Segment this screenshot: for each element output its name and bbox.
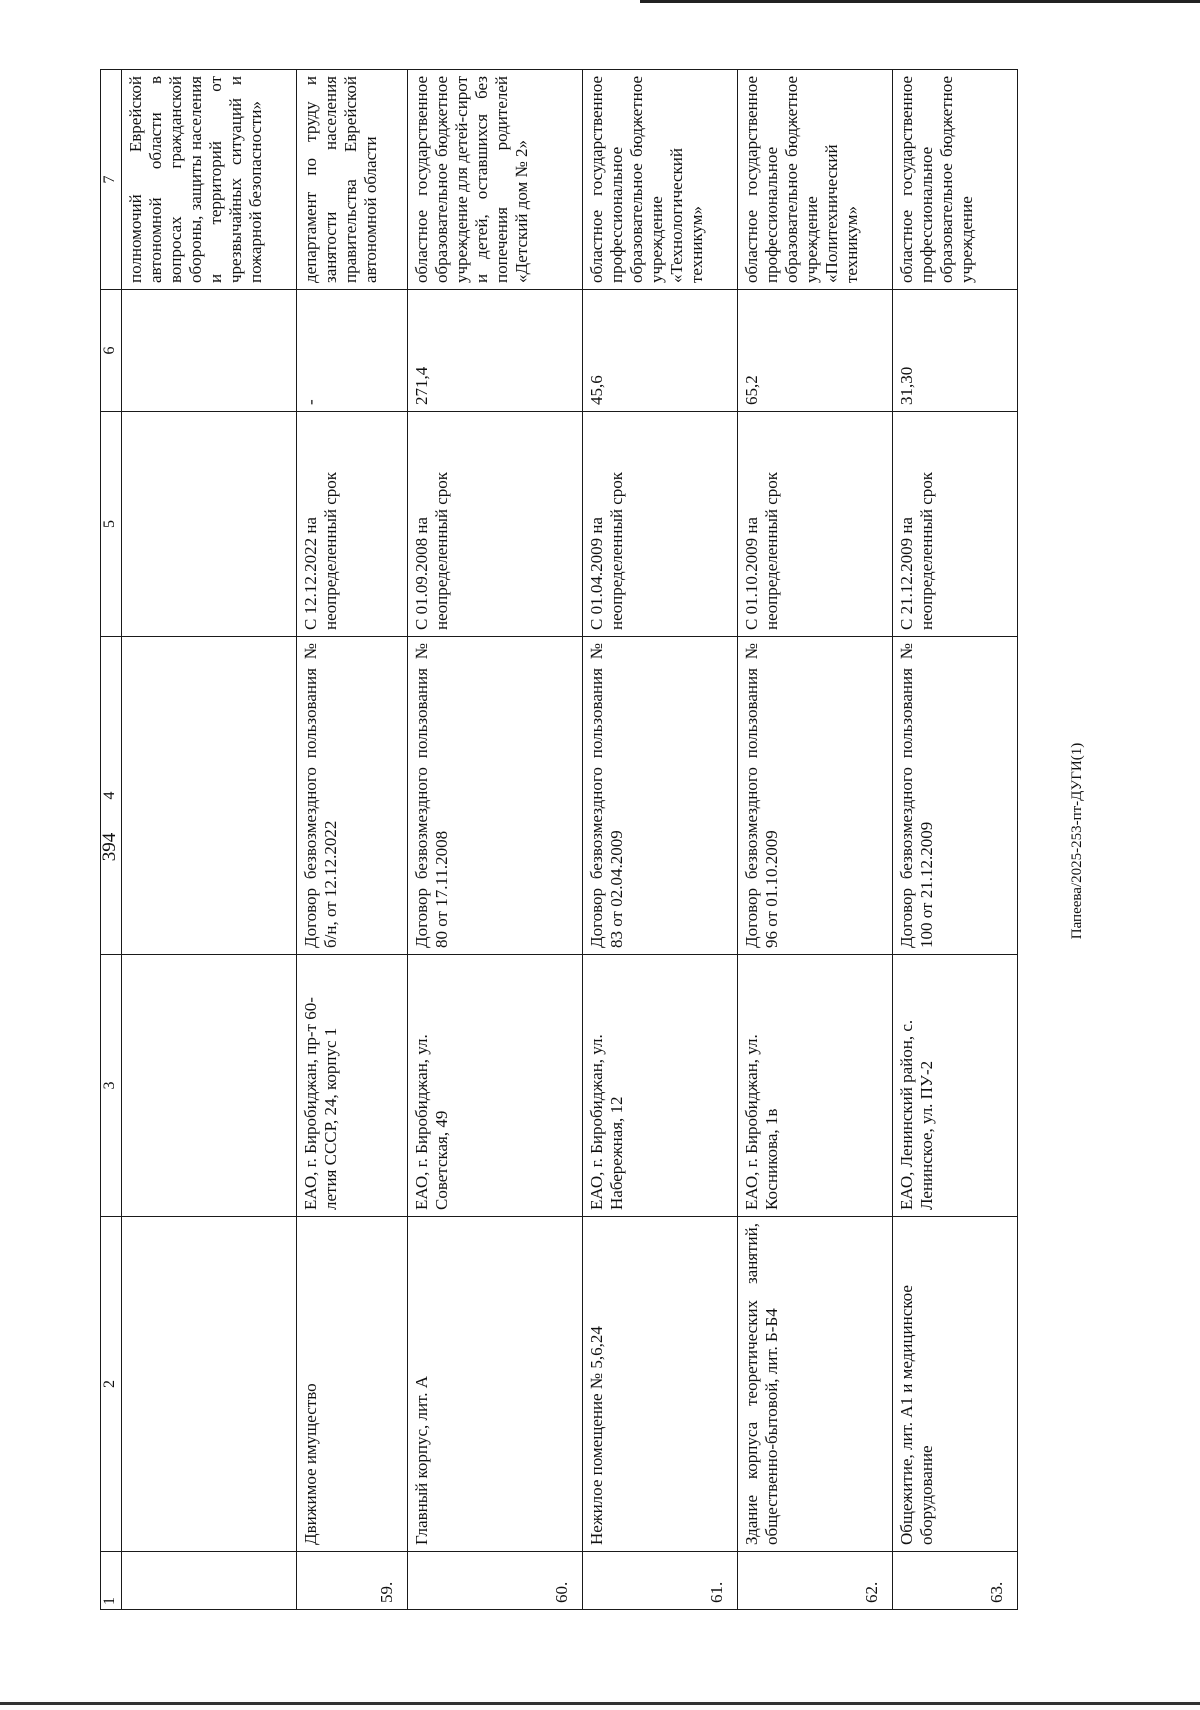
term: [122, 412, 297, 637]
term: С 01.04.2009 на неопределенный срок: [583, 412, 738, 637]
object-address: ЕАО, г. Биробиджан, ул. Косникова, 1в: [738, 955, 893, 1217]
column-number: 2: [101, 1217, 122, 1552]
basis-document: Договор безвозмездного пользования № 96 от 01.10.2009: [738, 637, 893, 955]
row-number: 59.: [297, 1552, 408, 1610]
holder: полномочий Еврейской автономной области в вопросах гражданской обороны, защиты населения и территорий от чрезвычайных ситуаций и пожарной безопасности»: [122, 70, 297, 290]
object-address: ЕАО, г. Биробиджан, ул. Советская, 49: [408, 955, 583, 1217]
table-row: [297, 70, 408, 1610]
object-name: Движимое имущество: [297, 1217, 408, 1552]
row-number: 62.: [738, 1552, 893, 1610]
basis-document: Договор безвозмездного пользования № 83 от 02.04.2009: [583, 637, 738, 955]
object-address: ЕАО, Ленинский район, с. Ленинское, ул. ПУ-2: [893, 955, 1018, 1217]
page-number: 394: [99, 832, 120, 862]
basis-document: Договор безвозмездного пользования № б/н, от 12.12.2022: [297, 637, 408, 955]
scan-edge-top: [640, 0, 1200, 3]
row-number: 63.: [893, 1552, 1018, 1610]
object-name: Здание корпуса теоретических занятий, общественно-бытовой, лит. Б-Б4: [738, 1217, 893, 1552]
column-number: 6: [101, 290, 122, 412]
holder: областное государственное профессиональное образовательное бюджетное учреждение: [893, 70, 1018, 290]
object-name: [122, 1217, 297, 1552]
area: [122, 290, 297, 412]
object-name: Общежитие, лит. А1 и медицинское оборудование: [893, 1217, 1018, 1552]
area: -: [297, 290, 408, 412]
object-address: [122, 955, 297, 1217]
holder: областное государственное профессиональное образовательное бюджетное учреждение «Политехнический техникум»: [738, 70, 893, 290]
column-number: 7: [101, 70, 122, 290]
basis-document: Договор безвозмездного пользования № 80 от 17.11.2008: [408, 637, 583, 955]
property-table: [100, 69, 1018, 1610]
footer-code: Папеева/2025-253-пт-ДУГИ(1): [1069, 742, 1085, 940]
table-row: [122, 70, 297, 1610]
term: С 01.10.2009 на неопределенный срок: [738, 412, 893, 637]
object-name: Нежилое помещение № 5,6,24: [583, 1217, 738, 1552]
row-number: 61.: [583, 1552, 738, 1610]
column-number: 5: [101, 412, 122, 637]
column-number: 3: [101, 955, 122, 1217]
table-row: [738, 70, 893, 1610]
holder: областное государственное профессиональное образовательное бюджетное учреждение «Технологический техникум»: [583, 70, 738, 290]
basis-document: Договор безвозмездного пользования № 100 от 21.12.2009: [893, 637, 1018, 955]
area: 65,2: [738, 290, 893, 412]
holder: областное государственное образовательное бюджетное учреждение для детей-сирот и детей, оставшихся без попечения родителей «Детский дом № 2»: [408, 70, 583, 290]
area: 271,4: [408, 290, 583, 412]
column-number: 4: [101, 637, 122, 955]
term: С 12.12.2022 на неопределенный срок: [297, 412, 408, 637]
rotated-table-container: [100, 70, 1130, 1610]
object-address: ЕАО, г. Биробиджан, пр-т 60-летия СССР, 24, корпус 1: [297, 955, 408, 1217]
scan-edge-bottom: [0, 1702, 1200, 1705]
table-row: [408, 70, 583, 1610]
area: 31,30: [893, 290, 1018, 412]
column-number-row: [101, 70, 122, 1610]
table-row: [583, 70, 738, 1610]
row-number: 60.: [408, 1552, 583, 1610]
table-row: [893, 70, 1018, 1610]
area: 45,6: [583, 290, 738, 412]
holder: департамент по труду и занятости населения правительства Еврейской автономной области: [297, 70, 408, 290]
basis-document: [122, 637, 297, 955]
term: С 01.09.2008 на неопределенный срок: [408, 412, 583, 637]
term: С 21.12.2009 на неопределенный срок: [893, 412, 1018, 637]
column-number: 1: [101, 1552, 122, 1610]
object-name: Главный корпус, лит. А: [408, 1217, 583, 1552]
row-number: [122, 1552, 297, 1610]
object-address: ЕАО, г. Биробиджан, ул. Набережная, 12: [583, 955, 738, 1217]
